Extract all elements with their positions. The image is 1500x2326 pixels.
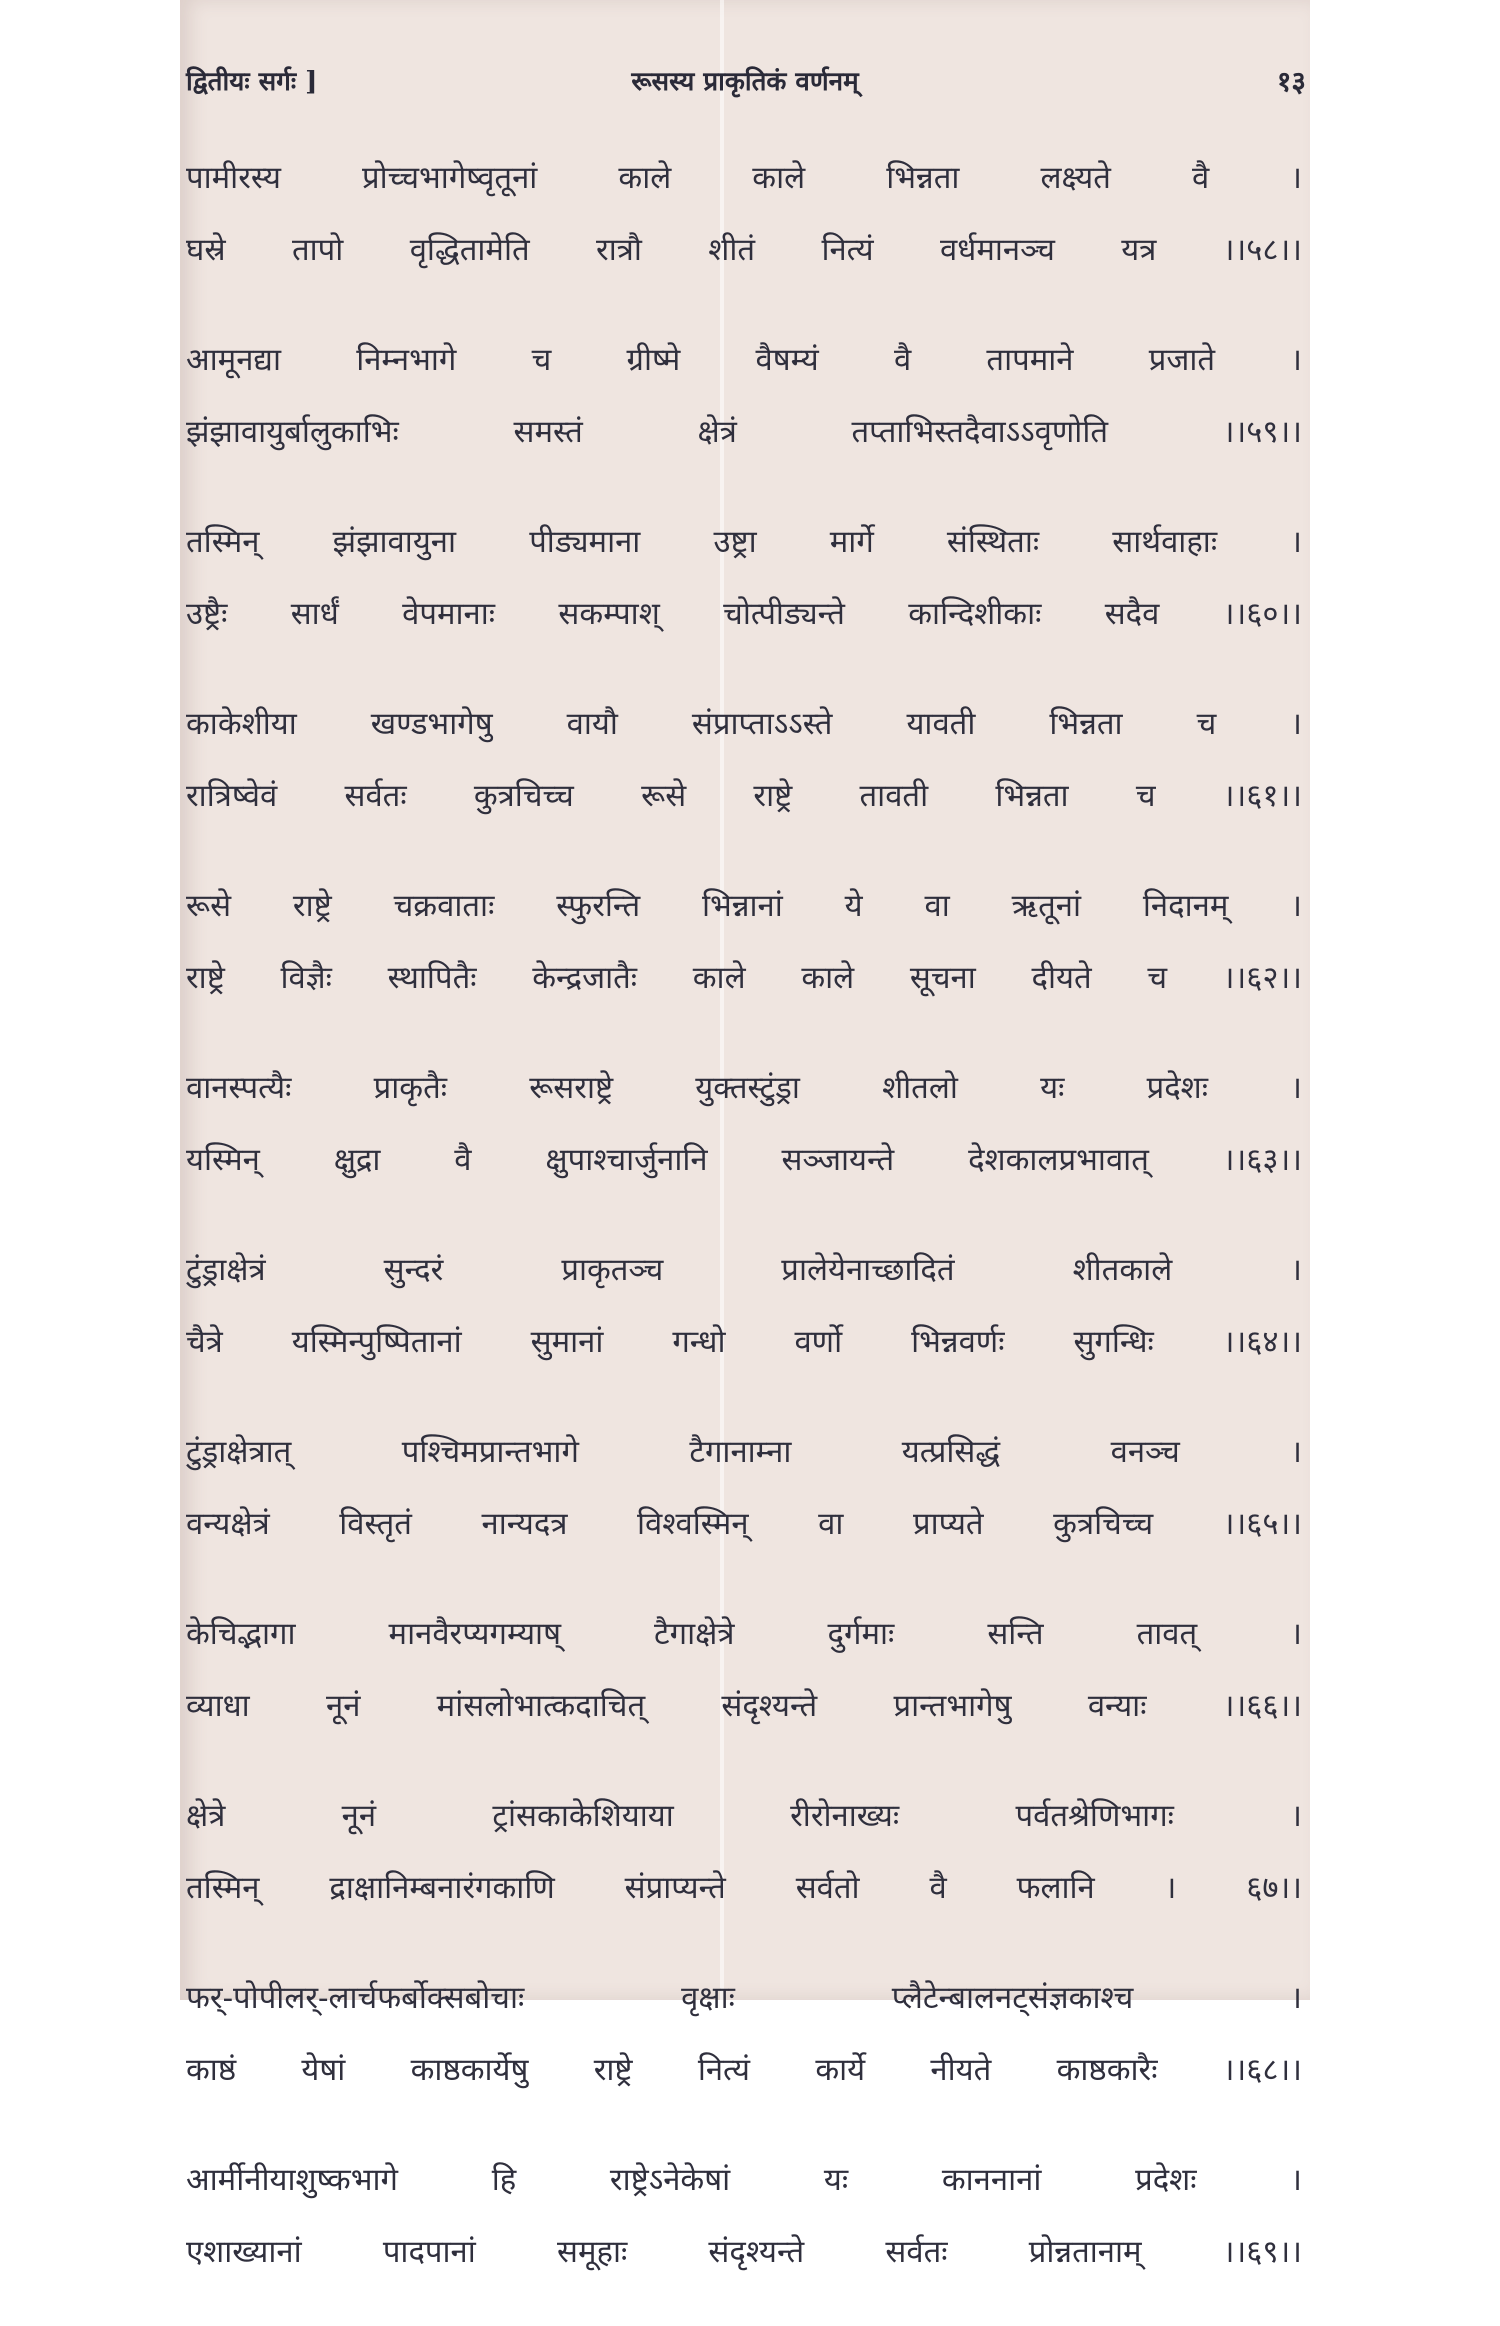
verse-line: केचिद्भागा मानवैरप्यगम्याष् टैगाक्षेत्रे दुर्गमाः सन्ति तावत् । xyxy=(186,1616,1302,1652)
verse-66 xyxy=(186,1598,1302,1742)
verse-line: व्याधा नूनं मांसलोभात्कदाचित् संदृश्यन्ते प्रान्तभागेषु वन्याः ।।६६।। xyxy=(186,1688,1302,1724)
verse-line: काष्ठं येषां काष्ठकार्येषु राष्ट्रे नित्यं कार्ये नीयते काष्ठकारैः ।।६८।। xyxy=(186,2052,1302,2088)
verse-61 xyxy=(186,688,1302,832)
verse-64 xyxy=(186,1234,1302,1378)
verse-line: रूसे राष्ट्रे चक्रवाताः स्फुरन्ति भिन्नानां ये वा ऋतूनां निदानम् । xyxy=(186,888,1302,924)
verse-line: वन्यक्षेत्रं विस्तृतं नान्यदत्र विश्वस्मिन् वा प्राप्यते कुत्रचिच्च ।।६५।। xyxy=(186,1506,1302,1542)
verse-67 xyxy=(186,1780,1302,1924)
verse-line: एशाख्यानां पादपानां समूहाः संदृश्यन्ते सर्वतः प्रोन्नतानाम् ।।६९।। xyxy=(186,2234,1302,2270)
book-page xyxy=(180,0,1310,2270)
verse-line: झंझावायुर्बालुकाभिः समस्तं क्षेत्रं तप्ताभिस्तदैवाऽऽवृणोति ।।५९।। xyxy=(186,414,1302,450)
page-number: १३ xyxy=(1276,65,1306,98)
verse-line: क्षेत्रे नूनं ट्रांसकाकेशियाया रीरोनाख्यः पर्वतश्रेणिभागः । xyxy=(186,1798,1302,1834)
verse-line: टुंड्राक्षेत्रात् पश्चिमप्रान्तभागे टैगानाम्ना यत्प्रसिद्धं वनञ्च । xyxy=(186,1434,1302,1470)
verse-line: पामीरस्य प्रोच्चभागेष्वृतूनां काले काले भिन्नता लक्ष्यते वै । xyxy=(186,160,1302,196)
page-title: रूसस्य प्राकृतिकं वर्णनम् xyxy=(631,67,859,97)
verse-line: आर्मीनीयाशुष्कभागे हि राष्ट्रेऽनेकेषां यः काननानां प्रदेशः । xyxy=(186,2162,1302,2198)
verse-line: उष्ट्रैः सार्धं वेपमानाः सकम्पाश् चोत्पीड्यन्ते कान्दिशीकाः सदैव ।।६०।। xyxy=(186,596,1302,632)
verse-line: तस्मिन् झंझावायुना पीड्यमाना उष्ट्रा मार्गे संस्थिताः सार्थवाहाः । xyxy=(186,524,1302,560)
verse-60 xyxy=(186,506,1302,650)
verse-line: राष्ट्रे विज्ञैः स्थापितैः केन्द्रजातैः काले काले सूचना दीयते च ।।६२।। xyxy=(186,960,1302,996)
verse-69 xyxy=(186,2144,1302,2288)
verse-line: काकेशीया खण्डभागेषु वायौ संप्राप्ताऽऽस्ते यावती भिन्नता च । xyxy=(186,706,1302,742)
verse-65 xyxy=(186,1416,1302,1560)
verse-line: घस्रे तापो वृद्धितामेति रात्रौ शीतं नित्यं वर्धमानञ्च यत्र ।।५८।। xyxy=(186,232,1302,268)
verse-line: फर्-पोपीलर्-लार्चफर्बोक्सबोचाः वृक्षाः प्लैटेन्बालनट्संज्ञकाश्च । xyxy=(186,1980,1302,2016)
verse-line: वानस्पत्यैः प्राकृतैः रूसराष्ट्रे युक्तस्टुंड्रा शीतलो यः प्रदेशः । xyxy=(186,1070,1302,1106)
running-header xyxy=(180,62,1310,108)
verse-68 xyxy=(186,1962,1302,2106)
chapter-label: द्वितीयः सर्गः ] xyxy=(186,67,318,97)
verse-list xyxy=(186,142,1302,2326)
verse-59 xyxy=(186,324,1302,468)
verse-62 xyxy=(186,870,1302,1014)
verse-line: चैत्रे यस्मिन्पुष्पितानां सुमानां गन्धो वर्णो भिन्नवर्णः सुगन्धिः ।।६४।। xyxy=(186,1324,1302,1360)
verse-63 xyxy=(186,1052,1302,1196)
verse-line: तस्मिन् द्राक्षानिम्बनारंगकाणि संप्राप्यन्ते सर्वतो वै फलानि । ६७।। xyxy=(186,1870,1302,1906)
verse-58 xyxy=(186,142,1302,286)
verse-line: यस्मिन् क्षुद्रा वै क्षुपाश्चार्जुनानि सञ्जायन्ते देशकालप्रभावात् ।।६३।। xyxy=(186,1142,1302,1178)
verse-line: टुंड्राक्षेत्रं सुन्दरं प्राकृतञ्च प्रालेयेनाच्छादितं शीतकाले । xyxy=(186,1252,1302,1288)
verse-line: रात्रिष्वेवं सर्वतः कुत्रचिच्च रूसे राष्ट्रे तावती भिन्नता च ।।६१।। xyxy=(186,778,1302,814)
verse-line: आमूनद्या निम्नभागे च ग्रीष्मे वैषम्यं वै तापमाने प्रजाते । xyxy=(186,342,1302,378)
